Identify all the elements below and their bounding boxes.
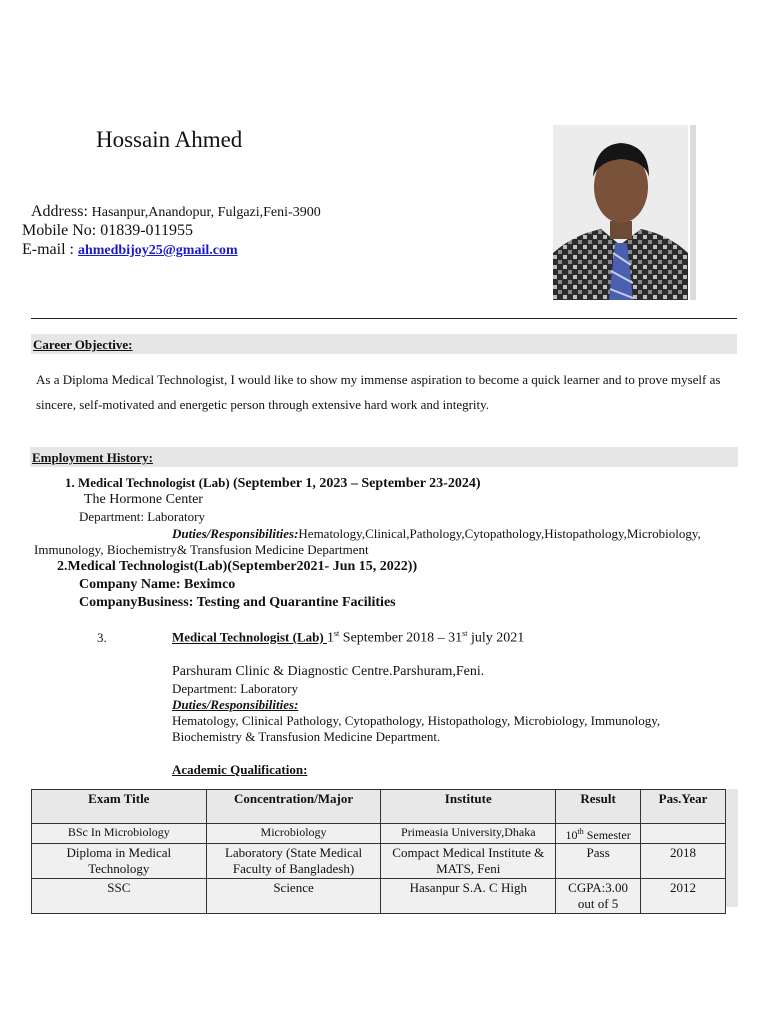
email-line — [22, 241, 238, 259]
job3-duties-label: Duties/Responsibilities: — [172, 697, 299, 712]
table-row — [32, 824, 726, 844]
job1-title-line — [65, 475, 481, 492]
col-concentration: Concentration/Major — [206, 790, 381, 824]
job3-day1-suffix: st — [333, 629, 340, 638]
job3-title-line — [172, 629, 524, 647]
col-pass-year: Pas.Year — [641, 790, 726, 824]
cell-institute: Compact Medical Institute & MATS, Feni — [381, 844, 556, 879]
result-suffix: th — [577, 827, 584, 836]
cell-exam: BSc In Microbiology — [32, 824, 207, 844]
cell-major: Microbiology — [206, 824, 381, 844]
academic-table — [31, 789, 726, 914]
cell-exam: Diploma in Medical Technology — [32, 844, 207, 879]
cell-institute: Hasanpur S.A. C High — [381, 879, 556, 914]
candidate-name: Hossain Ahmed — [96, 127, 243, 152]
job3-company: Parshuram Clinic & Diagnostic Centre.Parshuram,Feni. — [172, 664, 485, 679]
address-label: Address: — [31, 203, 88, 220]
job3-date-mid: September 2018 – 31 — [339, 630, 463, 646]
job2-company: Company Name: Beximco — [79, 577, 236, 592]
cell-result: Pass — [556, 844, 641, 879]
address-line — [31, 203, 321, 221]
job1-company: The Hormone Center — [84, 492, 203, 507]
header-divider — [31, 318, 737, 319]
job3-day2-suffix: st — [462, 629, 468, 638]
cell-major: Science — [206, 879, 381, 914]
job3-date-end: july 2021 — [467, 630, 525, 646]
job3-day1: 1 — [326, 630, 334, 646]
col-exam-title: Exam Title — [32, 790, 207, 824]
career-objective-text: As a Diploma Medical Technologist, I would like to show my immense aspiration to become a quick learner and to prove myself as sincere, self-motivated and energetic person through extensive hard work and integrity. — [36, 372, 721, 412]
cell-result — [556, 824, 641, 844]
person-photo-icon — [553, 125, 688, 300]
col-result: Result — [556, 790, 641, 824]
job2-business: CompanyBusiness: Testing and Quarantine Facilities — [79, 595, 396, 610]
job3-title: Medical Technologist (Lab) — [172, 629, 327, 645]
cell-result: CGPA:3.00 out of 5 — [556, 879, 641, 914]
table-header-row — [32, 790, 726, 824]
cell-year — [641, 824, 726, 844]
col-institute: Institute — [381, 790, 556, 824]
result-rest: Semester — [583, 828, 631, 842]
job3-number: 3. — [97, 630, 107, 645]
table-row — [32, 844, 726, 879]
cell-year: 2012 — [641, 879, 726, 914]
job1-duties-label: Duties/Responsibilities: — [172, 526, 299, 541]
cell-major: Laboratory (State Medical Faculty of Bangladesh) — [206, 844, 381, 879]
job1-duties — [172, 526, 701, 542]
job3-department: Department: Laboratory — [172, 681, 298, 696]
mobile-number: Mobile No: 01839-011955 — [22, 222, 193, 239]
email-link[interactable]: ahmedbijoy25@gmail.com — [77, 243, 238, 258]
table-shade — [726, 789, 738, 907]
email-label: E-mail : — [22, 241, 74, 258]
job1-department: Department: Laboratory — [79, 509, 205, 524]
employment-history-heading: Employment History: — [30, 447, 738, 467]
job1-duties-text-b: Immunology, Biochemistry& Transfusion Medicine Department — [34, 542, 369, 557]
photo-border — [690, 125, 696, 300]
cell-exam: SSC — [32, 879, 207, 914]
job2-title-line: 2.Medical Technologist(Lab)(September2021- Jun 15, 2022)) — [57, 559, 418, 574]
cell-institute: Primeasia University,Dhaka — [381, 824, 556, 844]
profile-photo — [553, 125, 688, 300]
job3-duties-text-b: Biochemistry & Transfusion Medicine Department. — [172, 729, 441, 744]
job1-duties-text-a: Hematology,Clinical,Pathology,Cytopathology,Histopathology,Microbiology, — [298, 526, 701, 541]
job3-duties-text-a: Hematology, Clinical Pathology, Cytopathology, Histopathology, Microbiology, Immunology, — [172, 713, 661, 728]
address-value: Hasanpur,Anandopur, Fulgazi,Feni-3900 — [91, 205, 321, 220]
cell-year: 2018 — [641, 844, 726, 879]
job1-number: 1. — [65, 475, 75, 490]
result-number: 10 — [565, 828, 578, 842]
academic-heading: Academic Qualification: — [172, 762, 308, 777]
job1-title: Medical Technologist (Lab) — [78, 475, 230, 490]
career-objective-heading: Career Objective: — [31, 334, 737, 354]
table-row — [32, 879, 726, 914]
job1-period: (September 1, 2023 – September 23-2024) — [232, 476, 481, 491]
